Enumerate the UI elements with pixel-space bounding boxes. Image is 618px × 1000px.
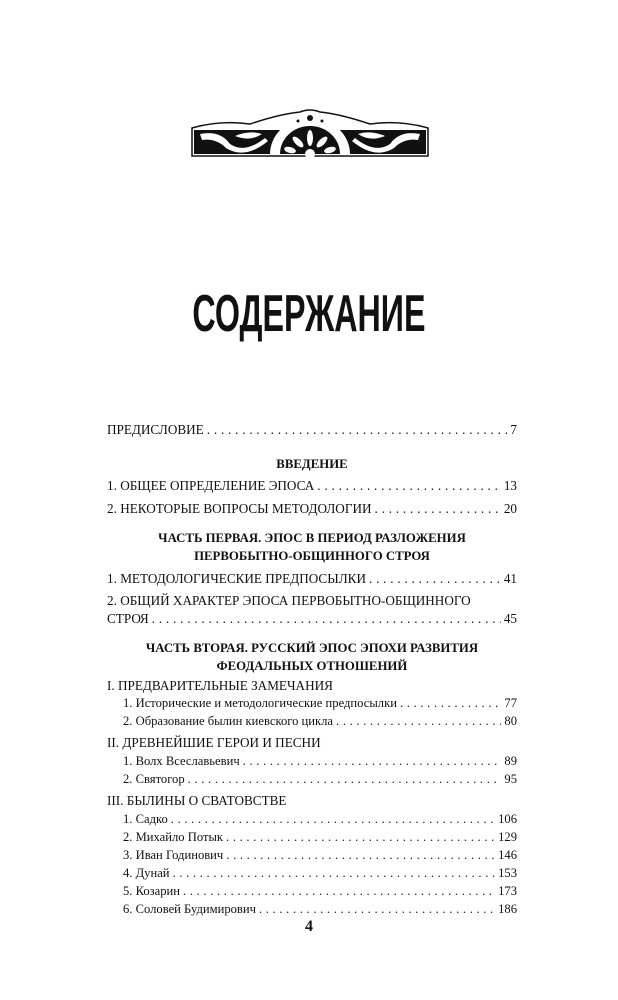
- heading-line: ВВЕДЕНИЕ: [276, 457, 348, 471]
- page-number: 4: [305, 918, 313, 935]
- dot-leader: [243, 754, 502, 769]
- toc-chapter-title: I. ПРЕДВАРИТЕЛЬНЫЕ ЗАМЕЧАНИЯ: [107, 678, 333, 693]
- dot-leader: [183, 884, 495, 899]
- toc-entry[interactable]: [123, 812, 517, 827]
- toc-entry-page[interactable]: 20: [503, 501, 517, 516]
- toc-entry-label[interactable]: 1. Садко: [123, 812, 168, 826]
- toc-entry-page[interactable]: 146: [498, 848, 517, 862]
- dot-leader: [207, 422, 508, 438]
- toc-entry-page[interactable]: 41: [503, 571, 517, 586]
- toc-entry-label[interactable]: 1. Волх Всеславьевич: [123, 754, 240, 768]
- toc-chapter-title: II. ДРЕВНЕЙШИЕ ГЕРОИ И ПЕСНИ: [107, 735, 321, 750]
- toc-entry[interactable]: [107, 501, 517, 517]
- toc-entry-label-line[interactable]: 2. ОБЩИЙ ХАРАКТЕР ЭПОСА ПЕРВОБЫТНО-ОБЩИННОГО: [107, 593, 471, 608]
- toc-entry[interactable]: [123, 866, 517, 881]
- toc-entry-page[interactable]: 186: [498, 902, 517, 916]
- dot-leader: [317, 478, 501, 494]
- toc-entry-label[interactable]: ПРЕДИСЛОВИЕ: [107, 422, 204, 437]
- dot-leader: [173, 866, 496, 881]
- dot-leader: [188, 772, 502, 787]
- toc-chapter-title: III. БЫЛИНЫ О СВАТОВСТВЕ: [107, 793, 287, 808]
- toc-entry-page[interactable]: 95: [504, 772, 517, 786]
- toc-entry[interactable]: [123, 696, 517, 711]
- toc-entry-page[interactable]: 89: [504, 754, 517, 768]
- toc-entry-label[interactable]: 2. Святогор: [123, 772, 185, 786]
- dot-leader: [259, 902, 495, 917]
- page-title: [0, 284, 618, 344]
- toc-entry-label[interactable]: 2. НЕКОТОРЫЕ ВОПРОСЫ МЕТОДОЛОГИИ: [107, 501, 372, 516]
- toc-entry-label[interactable]: 1. ОБЩЕЕ ОПРЕДЕЛЕНИЕ ЭПОСА: [107, 478, 315, 493]
- toc-entry[interactable]: [123, 714, 517, 729]
- toc-entry[interactable]: [107, 422, 517, 438]
- toc-entry[interactable]: [123, 772, 517, 787]
- toc-entry-page[interactable]: 173: [498, 884, 517, 898]
- toc-entry-page[interactable]: 7: [510, 422, 517, 437]
- heading-line: ЧАСТЬ ВТОРАЯ. РУССКИЙ ЭПОС ЭПОХИ РАЗВИТИЯ: [145, 641, 479, 655]
- page-title-text: СОДЕРЖАНИЕ: [192, 285, 426, 343]
- dot-leader: [375, 501, 501, 517]
- toc-entry[interactable]: [107, 611, 517, 627]
- toc-section-heading: [107, 455, 517, 473]
- heading-line: ЧАСТЬ ПЕРВАЯ. ЭПОС В ПЕРИОД РАЗЛОЖЕНИЯ: [158, 531, 466, 545]
- toc-entry-page[interactable]: 153: [498, 866, 517, 880]
- dot-leader: [171, 812, 495, 827]
- dot-leader: [400, 696, 501, 711]
- toc-entry-label[interactable]: 6. Соловей Будимирович: [123, 902, 256, 916]
- toc-entry-label[interactable]: 1. Исторические и методологические предпосылки: [123, 696, 397, 710]
- toc-entry-label[interactable]: 2. Михайло Потык: [123, 830, 224, 844]
- dot-leader: [226, 848, 495, 863]
- toc-entry-page[interactable]: 13: [503, 478, 517, 493]
- toc-entry-label[interactable]: 1. МЕТОДОЛОГИЧЕСКИЕ ПРЕДПОСЫЛКИ: [107, 571, 366, 586]
- toc-entry-page[interactable]: 77: [504, 696, 517, 710]
- dot-leader: [226, 830, 495, 845]
- toc-entry-page[interactable]: 80: [504, 714, 517, 728]
- toc-entry-label[interactable]: СТРОЯ: [107, 611, 149, 626]
- heading-line: ПЕРВОБЫТНО-ОБЩИННОГО СТРОЯ: [194, 549, 430, 563]
- dot-leader: [369, 571, 501, 587]
- toc-entry[interactable]: [123, 830, 517, 845]
- toc-entry-label[interactable]: 5. Козарин: [123, 884, 181, 898]
- toc-section-heading: [107, 639, 517, 675]
- toc-entry[interactable]: [123, 902, 517, 917]
- dot-leader: [152, 611, 501, 627]
- toc-entry-label[interactable]: 2. Образование былин киевского цикла: [123, 714, 334, 728]
- dot-leader: [336, 714, 501, 729]
- toc-entry[interactable]: [107, 571, 517, 587]
- heading-line: ФЕОДАЛЬНЫХ ОТНОШЕНИЙ: [216, 659, 408, 673]
- toc-entry-label[interactable]: 3. Иван Годинович: [123, 848, 224, 862]
- decorative-ornament: [190, 108, 430, 158]
- toc-entry[interactable]: [107, 478, 517, 494]
- toc-entry[interactable]: [123, 884, 517, 899]
- toc-entry-page[interactable]: 45: [503, 611, 517, 626]
- toc-entry-label[interactable]: 4. Дунай: [123, 866, 170, 880]
- toc-section-heading: [107, 529, 517, 565]
- toc-entry[interactable]: [123, 754, 517, 769]
- toc-entry[interactable]: [123, 848, 517, 863]
- toc-entry-page[interactable]: 129: [498, 830, 517, 844]
- toc-entry-page[interactable]: 106: [498, 812, 517, 826]
